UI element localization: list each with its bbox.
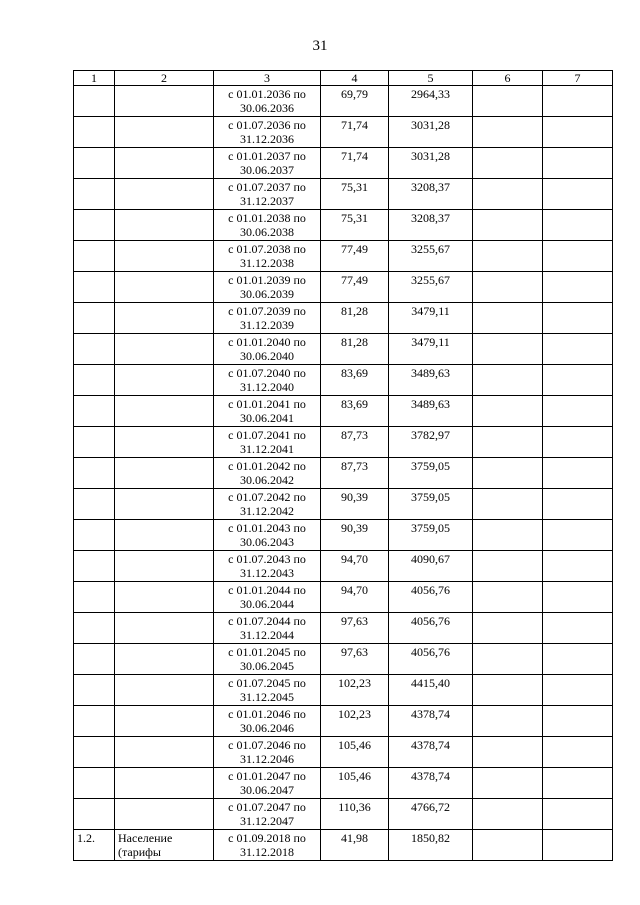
- period-start: с 01.01.2042 по: [228, 459, 306, 473]
- cell-item-number: [74, 489, 115, 520]
- cell-period: [214, 706, 321, 737]
- cell-category: [115, 675, 214, 706]
- period-end: 30.06.2039: [240, 287, 294, 301]
- cell-item-number: [74, 551, 115, 582]
- table-row: [74, 799, 613, 830]
- cell-empty-6: [473, 582, 543, 613]
- cell-value-4: 75,31: [321, 210, 389, 241]
- cell-period: [214, 365, 321, 396]
- cell-value-5: 3759,05: [389, 489, 473, 520]
- cell-item-number: [74, 427, 115, 458]
- cell-value-5: 4056,76: [389, 644, 473, 675]
- table-row: [74, 272, 613, 303]
- col-header-7: 7: [543, 71, 613, 86]
- cell-period: [214, 334, 321, 365]
- table-row: [74, 613, 613, 644]
- period-end: 31.12.2036: [240, 132, 294, 146]
- period-end: 31.12.2043: [240, 566, 294, 580]
- cell-empty-7: [543, 117, 613, 148]
- cell-category: Население (тарифы: [115, 830, 214, 861]
- period-end: 30.06.2046: [240, 721, 294, 735]
- cell-period: [214, 303, 321, 334]
- cell-item-number: [74, 582, 115, 613]
- cell-empty-6: [473, 520, 543, 551]
- cell-item-number: [74, 210, 115, 241]
- cell-value-4: 97,63: [321, 644, 389, 675]
- cell-empty-7: [543, 210, 613, 241]
- cell-empty-6: [473, 117, 543, 148]
- cell-item-number: [74, 520, 115, 551]
- cell-empty-7: [543, 830, 613, 861]
- cell-item-number: [74, 148, 115, 179]
- cell-item-number: [74, 365, 115, 396]
- cell-category: [115, 799, 214, 830]
- cell-empty-7: [543, 86, 613, 117]
- cell-empty-7: [543, 520, 613, 551]
- cell-empty-6: [473, 675, 543, 706]
- cell-period: [214, 737, 321, 768]
- cell-empty-7: [543, 799, 613, 830]
- cell-period: [214, 799, 321, 830]
- table-row: [74, 768, 613, 799]
- cell-category: [115, 86, 214, 117]
- cell-period: [214, 427, 321, 458]
- cell-empty-7: [543, 675, 613, 706]
- table-row: [74, 644, 613, 675]
- table-row: [74, 210, 613, 241]
- cell-value-4: 41,98: [321, 830, 389, 861]
- cell-value-4: 71,74: [321, 117, 389, 148]
- cell-value-5: 4378,74: [389, 737, 473, 768]
- cell-item-number: [74, 241, 115, 272]
- cell-value-5: 4415,40: [389, 675, 473, 706]
- cell-value-5: 3489,63: [389, 396, 473, 427]
- cell-period: [214, 613, 321, 644]
- cell-empty-7: [543, 613, 613, 644]
- period-end: 30.06.2038: [240, 225, 294, 239]
- period-start: с 01.07.2043 по: [228, 552, 306, 566]
- cell-value-5: 3208,37: [389, 179, 473, 210]
- cell-value-5: 3031,28: [389, 148, 473, 179]
- cell-value-5: 3489,63: [389, 365, 473, 396]
- cell-empty-7: [543, 427, 613, 458]
- cell-category: [115, 303, 214, 334]
- cell-empty-6: [473, 737, 543, 768]
- cell-item-number: [74, 396, 115, 427]
- period-start: с 01.07.2039 по: [228, 304, 306, 318]
- cell-period: [214, 489, 321, 520]
- cell-category: [115, 613, 214, 644]
- period-start: с 01.01.2045 по: [228, 645, 306, 659]
- period-start: с 01.07.2036 по: [228, 118, 306, 132]
- cell-item-number: [74, 644, 115, 675]
- table-row: [74, 737, 613, 768]
- cell-value-4: 87,73: [321, 427, 389, 458]
- cell-value-5: 3031,28: [389, 117, 473, 148]
- cell-item-number: [74, 86, 115, 117]
- cell-category: [115, 117, 214, 148]
- cell-value-4: 94,70: [321, 551, 389, 582]
- period-start: с 01.01.2046 по: [228, 707, 306, 721]
- cell-value-4: 90,39: [321, 520, 389, 551]
- period-start: с 01.01.2037 по: [228, 149, 306, 163]
- period-end: 31.12.2045: [240, 690, 294, 704]
- cell-empty-7: [543, 582, 613, 613]
- cell-empty-6: [473, 768, 543, 799]
- col-header-4: 4: [321, 71, 389, 86]
- cell-empty-7: [543, 148, 613, 179]
- cell-category: [115, 737, 214, 768]
- period-start: с 01.07.2045 по: [228, 676, 306, 690]
- cell-item-number: [74, 272, 115, 303]
- cell-empty-7: [543, 396, 613, 427]
- cell-value-4: 83,69: [321, 396, 389, 427]
- period-end: 30.06.2044: [240, 597, 294, 611]
- cell-category: [115, 768, 214, 799]
- cell-category: [115, 520, 214, 551]
- cell-value-4: 87,73: [321, 458, 389, 489]
- col-header-6: 6: [473, 71, 543, 86]
- period-start: с 01.01.2040 по: [228, 335, 306, 349]
- cell-period: [214, 458, 321, 489]
- period-start: с 01.01.2038 по: [228, 211, 306, 225]
- period-start: с 01.01.2047 по: [228, 769, 306, 783]
- cell-empty-7: [543, 644, 613, 675]
- cell-period: [214, 768, 321, 799]
- cell-empty-7: [543, 241, 613, 272]
- table-row: [74, 458, 613, 489]
- cell-category: [115, 148, 214, 179]
- period-end: 31.12.2018: [240, 845, 294, 859]
- period-start: с 01.07.2037 по: [228, 180, 306, 194]
- cell-empty-7: [543, 551, 613, 582]
- period-start: с 01.07.2041 по: [228, 428, 306, 442]
- col-header-3: 3: [214, 71, 321, 86]
- cell-value-4: 97,63: [321, 613, 389, 644]
- table-row: [74, 551, 613, 582]
- cell-value-5: 3255,67: [389, 241, 473, 272]
- period-end: 31.12.2046: [240, 752, 294, 766]
- period-end: 30.06.2041: [240, 411, 294, 425]
- cell-value-4: 77,49: [321, 241, 389, 272]
- period-start: с 01.07.2042 по: [228, 490, 306, 504]
- cell-value-5: 3255,67: [389, 272, 473, 303]
- cell-value-5: 4378,74: [389, 768, 473, 799]
- page-number: 31: [312, 38, 328, 54]
- table-row: [74, 148, 613, 179]
- tariff-table: [73, 70, 613, 861]
- cell-category: [115, 365, 214, 396]
- cell-item-number: [74, 737, 115, 768]
- cell-period: [214, 86, 321, 117]
- table-row: [74, 706, 613, 737]
- cell-value-4: 110,36: [321, 799, 389, 830]
- cell-item-number: [74, 458, 115, 489]
- cell-value-5: 4056,76: [389, 613, 473, 644]
- period-start: с 01.01.2041 по: [228, 397, 306, 411]
- cell-value-4: 81,28: [321, 303, 389, 334]
- cell-value-4: 69,79: [321, 86, 389, 117]
- cell-period: [214, 272, 321, 303]
- cell-period: [214, 179, 321, 210]
- cell-value-5: 3759,05: [389, 520, 473, 551]
- period-end: 30.06.2043: [240, 535, 294, 549]
- cell-empty-6: [473, 86, 543, 117]
- table-row: [74, 303, 613, 334]
- period-end: 30.06.2040: [240, 349, 294, 363]
- cell-empty-6: [473, 458, 543, 489]
- period-end: 31.12.2039: [240, 318, 294, 332]
- cell-period: [214, 148, 321, 179]
- cell-empty-6: [473, 613, 543, 644]
- table-row: [74, 334, 613, 365]
- period-end: 31.12.2040: [240, 380, 294, 394]
- cell-item-number: [74, 675, 115, 706]
- table-row: [74, 520, 613, 551]
- cell-period: [214, 644, 321, 675]
- period-start: с 01.01.2039 по: [228, 273, 306, 287]
- cell-empty-7: [543, 737, 613, 768]
- cell-empty-6: [473, 210, 543, 241]
- cell-category: [115, 644, 214, 675]
- cell-item-number: [74, 334, 115, 365]
- cell-period: [214, 582, 321, 613]
- cell-value-4: 83,69: [321, 365, 389, 396]
- cell-empty-7: [543, 458, 613, 489]
- cell-value-5: 3759,05: [389, 458, 473, 489]
- table-row: [74, 396, 613, 427]
- cell-category: [115, 396, 214, 427]
- cell-value-5: 1850,82: [389, 830, 473, 861]
- period-start: с 01.01.2044 по: [228, 583, 306, 597]
- cell-category: [115, 582, 214, 613]
- period-start: с 01.07.2040 по: [228, 366, 306, 380]
- cell-empty-6: [473, 551, 543, 582]
- cell-value-4: 90,39: [321, 489, 389, 520]
- cell-empty-6: [473, 303, 543, 334]
- cell-item-number: 1.2.: [74, 830, 115, 861]
- cell-empty-6: [473, 644, 543, 675]
- period-start: с 01.01.2043 по: [228, 521, 306, 535]
- cell-empty-7: [543, 768, 613, 799]
- cell-empty-6: [473, 706, 543, 737]
- cell-item-number: [74, 117, 115, 148]
- cell-value-4: 102,23: [321, 706, 389, 737]
- table-row: [74, 582, 613, 613]
- cell-period: [214, 675, 321, 706]
- table-row: [74, 86, 613, 117]
- table-row: [74, 179, 613, 210]
- table-row: [74, 830, 613, 861]
- cell-item-number: [74, 613, 115, 644]
- cell-empty-6: [473, 241, 543, 272]
- cell-empty-6: [473, 365, 543, 396]
- cell-period: [214, 396, 321, 427]
- period-end: 31.12.2044: [240, 628, 294, 642]
- cell-period: [214, 210, 321, 241]
- cell-value-5: 4056,76: [389, 582, 473, 613]
- cell-empty-7: [543, 489, 613, 520]
- table-row: [74, 489, 613, 520]
- cell-value-5: 3479,11: [389, 303, 473, 334]
- period-end: 30.06.2042: [240, 473, 294, 487]
- cell-value-5: 4090,67: [389, 551, 473, 582]
- cell-item-number: [74, 179, 115, 210]
- cell-value-5: 3208,37: [389, 210, 473, 241]
- period-end: 31.12.2037: [240, 194, 294, 208]
- cell-category: [115, 706, 214, 737]
- cell-empty-6: [473, 489, 543, 520]
- period-start: с 01.07.2038 по: [228, 242, 306, 256]
- cell-empty-6: [473, 799, 543, 830]
- cell-empty-6: [473, 427, 543, 458]
- cell-value-5: 2964,33: [389, 86, 473, 117]
- period-end: 31.12.2038: [240, 256, 294, 270]
- cell-value-4: 77,49: [321, 272, 389, 303]
- cell-category: [115, 179, 214, 210]
- cell-value-5: 3479,11: [389, 334, 473, 365]
- col-header-5: 5: [389, 71, 473, 86]
- cell-empty-7: [543, 365, 613, 396]
- cell-empty-6: [473, 334, 543, 365]
- cell-item-number: [74, 768, 115, 799]
- table-row: [74, 241, 613, 272]
- header-row: [74, 71, 613, 86]
- cell-value-5: 3782,97: [389, 427, 473, 458]
- period-start: с 01.09.2018 по: [228, 831, 306, 845]
- period-end: 31.12.2047: [240, 814, 294, 828]
- cell-value-4: 75,31: [321, 179, 389, 210]
- cell-empty-6: [473, 148, 543, 179]
- cell-empty-7: [543, 334, 613, 365]
- cell-period: [214, 830, 321, 861]
- cell-empty-6: [473, 272, 543, 303]
- period-start: с 01.07.2046 по: [228, 738, 306, 752]
- cell-period: [214, 520, 321, 551]
- cell-empty-7: [543, 706, 613, 737]
- table-row: [74, 117, 613, 148]
- cell-empty-7: [543, 272, 613, 303]
- period-end: 30.06.2047: [240, 783, 294, 797]
- table-row: [74, 365, 613, 396]
- cell-category: [115, 551, 214, 582]
- cell-value-4: 105,46: [321, 768, 389, 799]
- cell-value-5: 4378,74: [389, 706, 473, 737]
- period-start: с 01.07.2047 по: [228, 800, 306, 814]
- cell-period: [214, 551, 321, 582]
- cell-item-number: [74, 706, 115, 737]
- period-start: с 01.01.2036 по: [228, 87, 306, 101]
- cell-category: [115, 334, 214, 365]
- period-end: 30.06.2037: [240, 163, 294, 177]
- table-row: [74, 427, 613, 458]
- cell-value-4: 81,28: [321, 334, 389, 365]
- cell-category: [115, 241, 214, 272]
- cell-category: [115, 210, 214, 241]
- cell-empty-7: [543, 303, 613, 334]
- cell-period: [214, 241, 321, 272]
- cell-value-4: 102,23: [321, 675, 389, 706]
- cell-category: [115, 458, 214, 489]
- cell-item-number: [74, 303, 115, 334]
- table-row: [74, 675, 613, 706]
- cell-category: [115, 427, 214, 458]
- cell-item-number: [74, 799, 115, 830]
- cell-value-4: 71,74: [321, 148, 389, 179]
- cell-category: [115, 272, 214, 303]
- period-end: 31.12.2042: [240, 504, 294, 518]
- col-header-1: 1: [74, 71, 115, 86]
- cell-empty-6: [473, 179, 543, 210]
- cell-empty-6: [473, 396, 543, 427]
- period-end: 30.06.2036: [240, 101, 294, 115]
- cell-period: [214, 117, 321, 148]
- cell-empty-7: [543, 179, 613, 210]
- cell-value-4: 105,46: [321, 737, 389, 768]
- cell-category: [115, 489, 214, 520]
- col-header-2: 2: [115, 71, 214, 86]
- cell-value-5: 4766,72: [389, 799, 473, 830]
- cell-empty-6: [473, 830, 543, 861]
- cell-value-4: 94,70: [321, 582, 389, 613]
- period-end: 31.12.2041: [240, 442, 294, 456]
- period-start: с 01.07.2044 по: [228, 614, 306, 628]
- period-end: 30.06.2045: [240, 659, 294, 673]
